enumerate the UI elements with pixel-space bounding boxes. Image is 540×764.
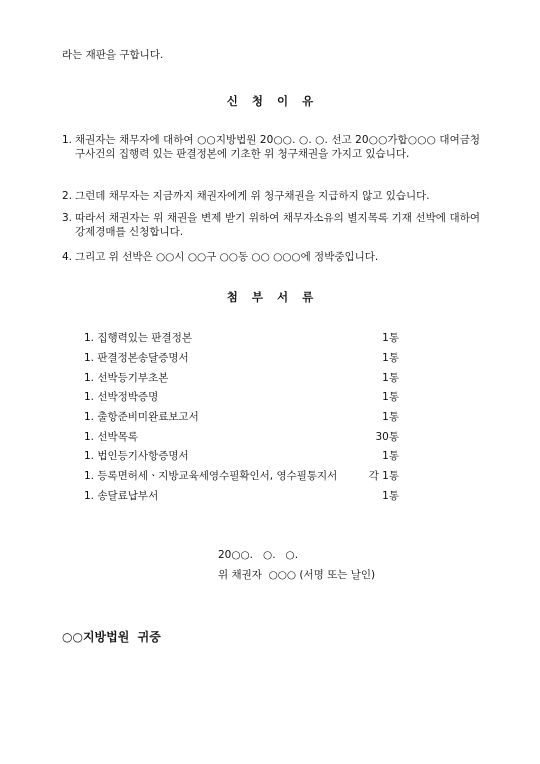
attachment-label: 1. 판결정본송달증명서 [84, 352, 189, 364]
attachment-quantity: 1통 [382, 352, 399, 364]
reason-item [62, 250, 482, 264]
attachment-label: 1. 송달료납부서 [84, 490, 159, 502]
attachment-quantity: 1통 [382, 391, 399, 403]
reason-text: 따라서 채권자는 위 채권을 변제 받기 위하여 채무자소유의 별지목록 기재 선박에 대하여 강제경매를 신청합니다. [75, 212, 480, 238]
reason-text: 그런데 채무자는 지금까지 채권자에게 위 청구채권을 지급하지 않고 있습니다. [75, 190, 430, 202]
reason-number: 2. [62, 190, 73, 202]
attachment-quantity: 1통 [382, 372, 399, 384]
signer-line: 위 채권자 ○○○ (서명 또는 날인) [218, 569, 376, 581]
attachment-label: 1. 선박등기부초본 [84, 372, 169, 384]
attachment-row [84, 469, 399, 483]
attachments-heading-char: 류 [302, 290, 314, 304]
reason-item [62, 211, 482, 239]
attachment-quantity: 1통 [382, 490, 399, 502]
attachment-row [84, 351, 399, 365]
attachment-label: 1. 법인등기사항증명서 [84, 450, 189, 462]
reason-item [62, 133, 482, 175]
attachment-label: 1. 선박목록 [84, 431, 138, 443]
reasons-heading-char: 이 [277, 94, 289, 108]
attachment-quantity: 각 1통 [368, 470, 399, 482]
attachment-quantity: 1통 [382, 332, 399, 344]
reason-number: 1. [62, 134, 73, 146]
attachments-heading-char: 부 [251, 290, 263, 304]
attachment-row [84, 489, 399, 503]
attachments-heading [0, 289, 540, 305]
date-line: 20○○. ○. ○. [218, 549, 299, 561]
attachment-label: 1. 출항준비미완료보고서 [84, 411, 199, 423]
attachments-heading-char: 서 [277, 290, 289, 304]
attachment-quantity: 30통 [375, 431, 399, 443]
attachment-row [84, 449, 399, 463]
attachment-label: 1. 선박정박증명 [84, 391, 159, 403]
court-addressee: ○○지방법원 귀중 [62, 630, 161, 644]
attachment-label: 1. 등록면허세ㆍ지방교육세영수필확인서, 영수필통지서 [84, 470, 338, 482]
reason-text: 채권자는 채무자에 대하여 ○○지방법원 20○○. ○. ○. 선고 20○○가합○○○ 대여금청구사건의 집행력 있는 판결정본에 기초한 위 청구채권을 가지고 있습니다. [75, 134, 480, 160]
reason-number: 4. [62, 251, 73, 263]
intro-line: 라는 재판을 구합니다. [62, 49, 164, 61]
attachments-heading-char: 첨 [226, 290, 238, 304]
attachment-row [84, 371, 399, 385]
attachment-quantity: 1통 [382, 450, 399, 462]
attachment-quantity: 1통 [382, 411, 399, 423]
attachment-row [84, 390, 399, 404]
reason-text: 그리고 위 선박은 ○○시 ○○구 ○○동 ○○ ○○○에 정박중입니다. [75, 251, 379, 263]
reasons-heading-char: 유 [302, 94, 314, 108]
reasons-heading-char: 신 [226, 94, 238, 108]
attachment-row [84, 410, 399, 424]
reason-item [62, 189, 482, 203]
reason-number: 3. [62, 212, 73, 224]
reasons-heading-char: 청 [251, 94, 263, 108]
attachment-row [84, 331, 399, 345]
attachment-row [84, 430, 399, 444]
reasons-heading [0, 93, 540, 109]
attachment-label: 1. 집행력있는 판결정본 [84, 332, 192, 344]
